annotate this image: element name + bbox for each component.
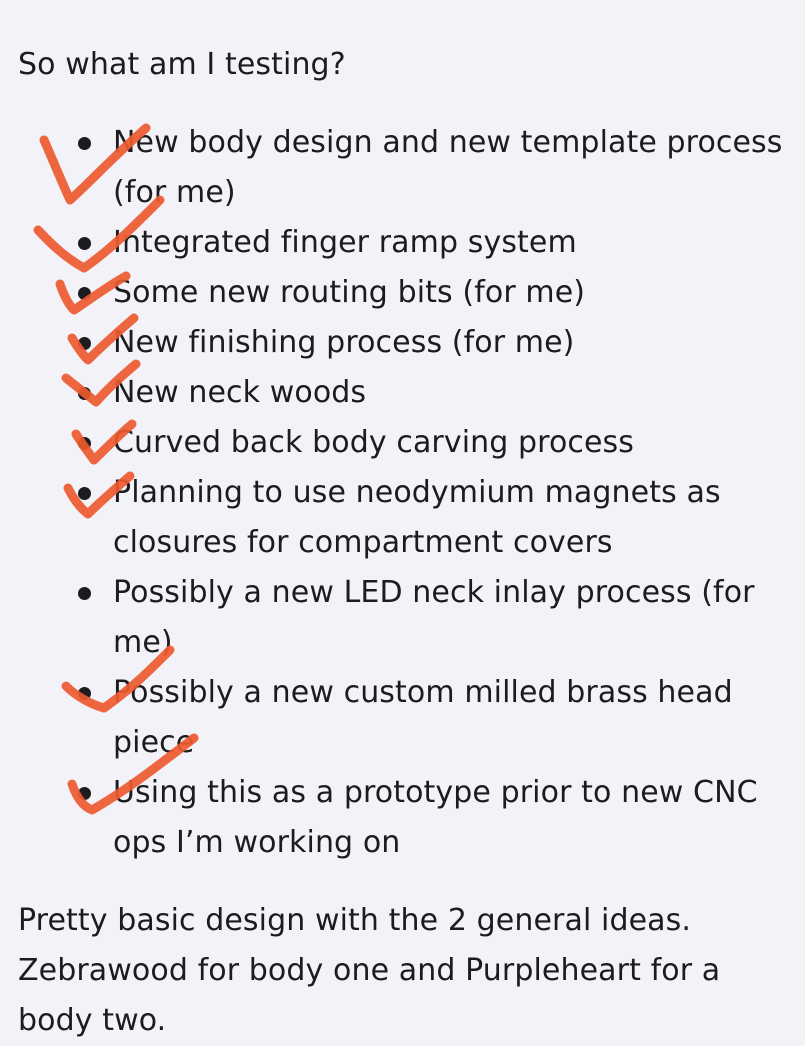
intro-text: So what am I testing? (18, 47, 346, 82)
list-item (18, 268, 788, 318)
list-item-text: Possibly a new custom milled brass head piece (113, 675, 733, 760)
list-item (18, 368, 788, 418)
bullet-icon (78, 387, 91, 400)
list-item (18, 568, 788, 668)
bullet-icon (78, 337, 91, 350)
list-item (18, 118, 788, 218)
list-item-text: Integrated finger ramp system (113, 225, 577, 260)
list-item (18, 418, 788, 468)
bullet-icon (78, 587, 91, 600)
bullet-icon (78, 437, 91, 450)
outro-text: Pretty basic design with the 2 general ideas. Zebrawood for body one and Purpleheart for a body two. (18, 903, 721, 1038)
list-item-text: New neck woods (113, 375, 367, 410)
list-item-text: Possibly a new LED neck inlay process (for me) (113, 575, 755, 660)
list-item-text: Using this as a prototype prior to new CNC ops I’m working on (113, 775, 758, 860)
list-item-text: Planning to use neodymium magnets as closures for compartment covers (113, 475, 721, 560)
post-body (18, 40, 788, 1046)
bullet-icon (78, 287, 91, 300)
bullet-icon (78, 787, 91, 800)
bullet-icon (78, 137, 91, 150)
list-item (18, 768, 788, 868)
bullet-icon (78, 237, 91, 250)
list-item-text: New body design and new template process (for me) (113, 125, 783, 210)
list-item-text: New finishing process (for me) (113, 325, 575, 360)
list-item (18, 468, 788, 568)
bullet-icon (78, 687, 91, 700)
list-item (18, 218, 788, 268)
testing-list (18, 118, 788, 868)
list-item (18, 318, 788, 368)
bullet-icon (78, 487, 91, 500)
list-item-text: Curved back body carving process (113, 425, 635, 460)
list-item-text: Some new routing bits (for me) (113, 275, 586, 310)
list-item (18, 668, 788, 768)
